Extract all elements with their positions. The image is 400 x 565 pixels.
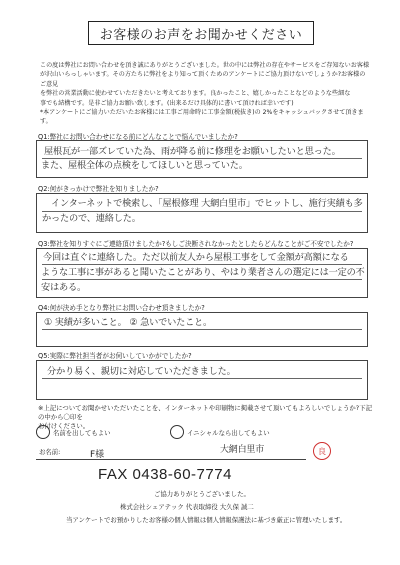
intro-line: この度は弊社にお問い合わせを頂き誠にありがとうございました。世の中には弊社の存在やサービスをご存知ないお客様 (40, 62, 370, 69)
consent-line: お付けください。 (38, 422, 90, 430)
q3-answer-line: 安はある。 (41, 282, 86, 293)
q5-answer-box[interactable] (36, 360, 368, 400)
intro-line: が沢山いらっしゃいます。その方たちに弊社をより知って頂くためのアンケートにご協力頂けないでしょうか?お客様のご意見 (40, 71, 366, 88)
q1-label: Q1:弊社にお問い合わせになる前にどんなことで悩んでいましたか? (38, 133, 238, 141)
option-initial[interactable] (170, 425, 270, 439)
q3-answer-line: ような工事に事があると聞いたことがあり、やはり業者さんの選定には一定の不 (41, 267, 365, 278)
option-name-radio[interactable] (36, 425, 50, 439)
company-stamp-icon: 良 (313, 442, 331, 460)
intro-line: を弊社の営業活動に使わせていただきたいと考えております。良かったこと、嬉しかったことなどのような些細な (40, 90, 351, 98)
intro-text (40, 61, 370, 127)
q4-answer-box[interactable] (36, 312, 368, 347)
q2-answer-line: インターネットで検索し、「屋根修理 大網白里市」でヒットし、施行実績も多 (51, 198, 363, 209)
name-value[interactable]: F様 (90, 450, 105, 460)
privacy-notice: 当アンケートでお預かりしたお客様の個人情報は個人情報保護法に基づき厳正に管理いたします。 (66, 516, 347, 524)
option-initial-radio[interactable] (170, 425, 184, 439)
page-title: お客様のお声をお聞かせください (88, 21, 314, 45)
q1-answer-line: 屋根瓦が一部ズレていた為、雨が降る前に修理をお願いしたいと思った。 (44, 146, 341, 157)
intro-line: *本アンケートにご協力いただいたお客様には工事ご用命時に工事金額(税抜き)の 2%をキャッシュバックさせて頂きます。 (40, 109, 364, 126)
q2-label: Q2:何がきっかけで弊社を知りましたか? (38, 185, 159, 193)
q2-answer-line: かったので、連絡した。 (42, 213, 141, 224)
q1-answer-box[interactable] (36, 140, 368, 178)
intro-line: 事でも結構です。是非ご協力お願い致します。(出来るだけ具体的に書いて頂ければ幸いです) (40, 99, 294, 107)
address-value[interactable]: 大網白里市 (220, 445, 265, 455)
q3-label: Q3:弊社を知りすぐにご連絡頂けましたか?もしご決断されなかったとしたらどんなことがご不安でしたか? (38, 240, 354, 248)
q1-answer-line: また、屋根全体の点検をしてほしいと思っていた。 (41, 160, 248, 171)
q4-answer-line: ① 実績が多いこと。 ② 急いでいたこと。 (44, 317, 213, 328)
fax-number: FAX 0438-60-7774 (98, 466, 232, 483)
q5-answer-line: 分かり易く、親切に対応していただきました。 (47, 366, 236, 377)
option-name-label: 名前を出してもよい (53, 428, 111, 437)
name-label: お名前: (39, 448, 61, 456)
thanks-text: ご協力ありがとうございました。 (154, 490, 250, 498)
name-underline (36, 459, 306, 460)
q3-answer-box[interactable] (36, 248, 368, 298)
company-name: 株式会社シェアテック 代表取締役 大久保 誠二 (120, 503, 254, 511)
consent-line: ※上記についてお聞かせいただいたことを、インターネットや印刷物に掲載させて頂いてもよろしいでしょうか?下記の中から〇印を (38, 404, 372, 421)
q4-label: Q4:何が決め手となり弊社にお問い合わせ頂きましたか? (38, 304, 205, 312)
q2-answer-box[interactable] (36, 193, 368, 233)
option-initial-label: イニシャルなら出してもよい (187, 428, 270, 437)
q3-answer-line: 今回は直ぐに連絡した。ただ以前友人から屋根工事をして金額が高額になる (43, 252, 349, 263)
q5-label: Q5:実際に弊社担当者がお伺いしていかがでしたか? (38, 352, 192, 360)
option-name[interactable] (36, 425, 111, 439)
